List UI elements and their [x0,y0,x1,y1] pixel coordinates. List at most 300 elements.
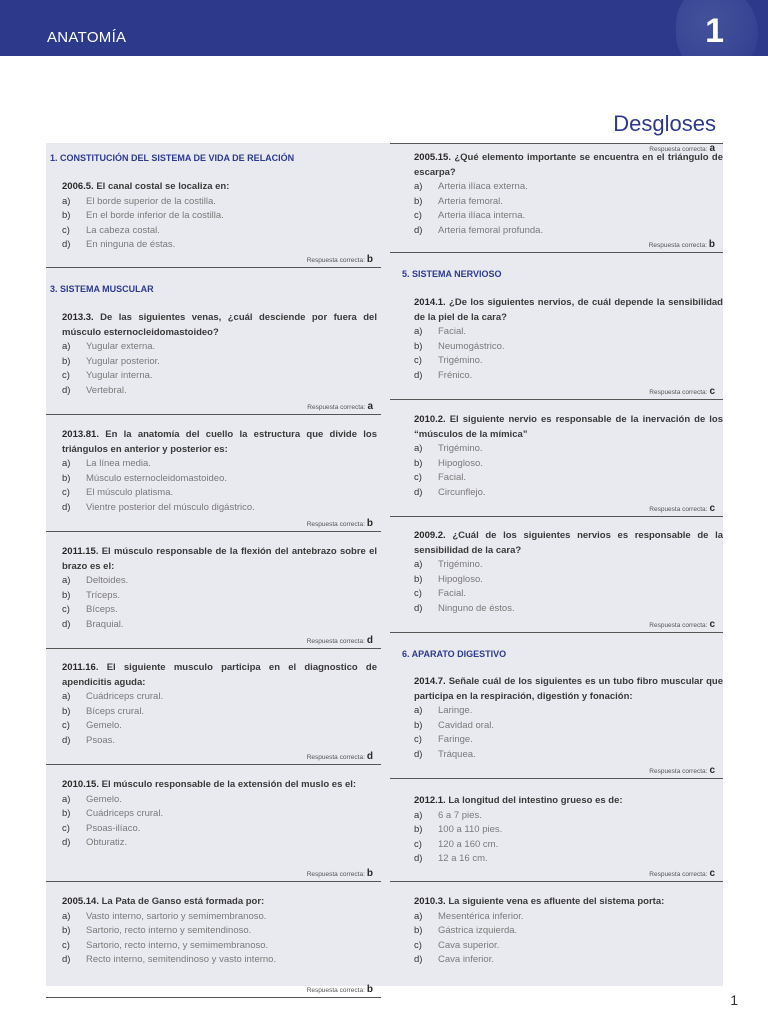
option-text: Arteria ilíaca externa. [438,181,528,192]
question-id: 2014.7. [414,676,446,687]
option-letter: b) [414,824,423,836]
option-letter: d) [414,369,423,381]
option-text: Laringe. [438,705,473,716]
option-letter: d) [62,501,71,513]
question-stem: . La Pata de Ganso está formada por: [96,896,265,907]
option-letter: a) [414,181,423,192]
answer-value: a [709,143,715,154]
option-text: Gemelo. [86,720,122,732]
answer-value: b [366,868,373,879]
question-divider [46,997,381,998]
option-text: Facial. [438,588,466,600]
option-letter: a) [62,691,71,702]
option-text: Obturatiz. [86,837,128,849]
answer-value: c [709,386,715,397]
option-text: Tráquea. [438,748,476,760]
option-letter: c) [62,822,70,834]
option-item [414,953,723,968]
option-item [62,603,377,618]
questions-panel [46,143,723,995]
option-item [62,340,377,355]
option-letter: d) [414,853,423,865]
question-stem: El canal costal se localiza en: [93,181,230,192]
options-list [414,910,723,968]
question-stem: . El siguiente musculo participa en el diagnostico de apendicitis aguda: [62,662,377,688]
option-letter: b) [62,705,71,717]
option-letter: a) [62,341,71,352]
option-item [62,224,377,239]
option-item [62,195,377,210]
option-letter: c) [414,355,422,367]
option-item [62,690,377,705]
question-stem: . ¿Qué elemento importante se encuentra en el triángulo de escarpa? [414,152,723,178]
question [62,778,377,851]
question-id: 2014.1. [414,297,446,308]
answer-label: Respuesta correcta: [649,768,708,775]
option-letter: c) [414,939,422,951]
answer-label: Respuesta correcta: [307,404,366,411]
question-stem: . En la anatomía del cuello la estructura que divide los triángulos en anterior y posterior es: [62,429,377,455]
question-id: 2006.5. [62,181,94,192]
options-list [414,809,723,867]
question [414,794,723,867]
option-letter: d) [62,384,71,396]
question-id: 2010.3. [414,896,446,907]
question [62,545,377,632]
option-letter: a) [62,195,71,207]
option-letter: c) [62,487,70,499]
option-letter: a) [414,809,423,821]
option-text: Hipogloso. [438,457,483,469]
options-list [62,195,377,253]
chapter-header [0,0,768,56]
option-letter: d) [414,748,423,760]
option-text: Neumogástrico. [438,340,505,352]
question [414,529,723,616]
option-text: Trigémino. [438,443,483,454]
option-text: Yugular externa. [86,341,156,352]
question-divider [390,516,723,517]
question-id: 2012.1. [414,795,446,806]
question-text [414,413,723,442]
option-letter: c) [62,939,70,951]
question [62,428,377,515]
option-text: Faringe. [438,734,473,746]
option-text: Trigémino. [438,559,483,570]
option-letter: a) [414,559,423,570]
option-letter: d) [62,837,71,849]
option-letter: b) [62,355,71,367]
option-letter: b) [414,925,423,937]
option-item [62,355,377,370]
option-text: Cava inferior. [438,954,494,966]
answer-value: c [709,868,715,879]
option-item [414,486,723,501]
option-item [62,719,377,734]
question-stem: La longitud del intestino grueso es de: [445,795,623,806]
question-text [414,675,723,704]
option-letter: b) [414,719,423,731]
option-letter: c) [62,370,70,382]
option-item [414,939,723,954]
question [62,895,377,968]
option-letter: a) [414,705,423,716]
question-id: 2013.81 [62,429,97,440]
option-item [414,587,723,602]
answer-label: Respuesta correcta: [306,638,365,645]
option-letter: d) [62,618,71,630]
correct-answer [307,635,373,646]
question [414,296,723,383]
option-item [62,734,377,749]
answer-value: b [366,254,373,265]
option-letter: d) [414,224,423,236]
correct-answer [649,239,715,250]
option-text: Cavidad oral. [438,719,494,731]
option-text: 12 a 16 cm. [438,853,488,865]
page-title: Desgloses [613,111,716,136]
section-heading: 6. APARATO DIGESTIVO [402,649,507,659]
option-letter: c) [414,588,422,600]
option-item [62,209,377,224]
option-item [62,807,377,822]
answer-label: Respuesta correcta: [649,871,708,878]
option-text: Ninguno de éstos. [438,602,515,614]
option-item [414,457,723,472]
options-list [62,910,377,968]
question-text [62,895,377,910]
question-divider [46,267,381,268]
question-divider [390,252,723,253]
option-item [62,924,377,939]
answer-label: Respuesta correcta: [648,242,707,249]
option-letter: d) [414,602,423,614]
option-text: Mesentérica inferior. [438,910,524,922]
option-text: Arteria ilíaca interna. [438,210,526,222]
option-item [62,836,377,851]
answer-value: c [709,765,715,776]
option-text: Recto interno, semitendinoso y vasto interno. [86,954,277,966]
question-stem: . El músculo responsable de la flexión del antebrazo sobre el brazo es el: [62,546,377,572]
option-text: Yugular interna. [86,370,153,382]
answer-value: d [366,751,373,762]
question [414,675,723,762]
option-item [62,822,377,837]
answer-label: Respuesta correcta: [306,754,365,761]
option-text: Frénico. [438,369,473,381]
option-text: En ninguna de éstas. [86,239,176,251]
option-item [414,838,723,853]
option-item [62,618,377,633]
question-id: 2010.2. [414,414,446,425]
option-letter: c) [414,210,422,222]
answer-label: Respuesta correcta: [649,622,708,629]
question-divider [46,881,381,882]
correct-answer [307,401,373,412]
option-letter: b) [62,472,71,484]
option-text: Vientre posterior del músculo digástrico. [86,501,255,513]
option-letter: c) [414,734,422,746]
option-text: El músculo platisma. [86,487,174,499]
correct-answer [307,868,373,879]
options-list [62,574,377,632]
option-text: 6 a 7 pies. [438,809,482,821]
answer-value: c [709,503,715,514]
option-item [414,340,723,355]
answer-label: Respuesta correcta: [649,506,708,513]
option-letter: d) [414,954,423,966]
option-letter: d) [62,239,71,251]
question-text [62,428,377,457]
question-text [414,296,723,325]
option-letter: a) [414,443,423,454]
option-letter: b) [62,808,71,820]
option-text: Facial. [438,472,466,484]
option-letter: b) [414,457,423,469]
question-divider [390,881,723,882]
option-item [414,369,723,384]
option-text: Vertebral. [86,384,127,396]
question-divider [390,399,723,400]
option-item [62,574,377,589]
option-item [414,471,723,486]
option-letter: c) [62,224,70,236]
question-text [414,895,723,910]
question-text [62,180,377,195]
option-item [62,501,377,516]
answer-label: Respuesta correcta: [306,871,365,878]
question-divider [390,632,723,633]
question-divider [46,648,381,649]
question-divider [46,414,381,415]
option-text: Arteria femoral profunda. [438,224,544,236]
answer-value: c [709,619,715,630]
answer-value: b [366,518,373,529]
option-item [414,224,723,239]
question-text [62,778,377,793]
question-divider [46,764,381,765]
option-text: Yugular posterior. [86,355,160,367]
answer-value: b [366,984,373,995]
option-item [62,793,377,808]
option-text: Bíceps. [86,604,118,616]
answer-label: Respuesta correcta: [649,146,708,153]
section-title: ANATOMÍA [47,29,127,46]
question-stem: De las siguientes venas, ¿cuál desciende por fuera del músculo esternocleidomastoideo? [62,312,377,338]
question-id: 2009.2. [414,530,446,541]
option-text: Gástrica izquierda. [438,925,518,937]
option-letter: d) [62,734,71,746]
question [414,895,723,968]
option-item [414,354,723,369]
question-stem: ¿De los siguientes nervios, de cuál depende la sensibilidad de la piel de la cara? [414,297,723,323]
options-list [414,558,723,616]
option-item [414,704,723,719]
question-stem: ¿Cuál de los siguientes nervios es responsable de la sensibilidad de la cara? [414,530,723,556]
section-heading: 1. CONSTITUCIÓN DEL SISTEMA DE VIDA DE RELACIÓN [50,153,295,163]
option-item [414,823,723,838]
question-text [414,151,723,180]
option-text: Tríceps. [86,589,120,601]
correct-answer [649,868,715,879]
question-id: 2005.15 [414,152,449,163]
option-item [414,733,723,748]
option-text: Hipogloso. [438,573,483,585]
options-list [414,325,723,383]
correct-answer [307,751,373,762]
correct-answer [307,518,373,529]
question-text [414,794,723,809]
option-letter: a) [414,910,423,922]
answer-label: Respuesta correcta: [306,521,365,528]
option-item [62,472,377,487]
option-letter: a) [62,910,71,922]
option-text: Trigémino. [438,355,483,367]
option-text: 100 a 110 pies. [438,824,503,836]
option-item [62,238,377,253]
correct-answer [307,984,373,995]
option-letter: a) [62,458,71,469]
question-stem: Señale cuál de los siguientes es un tubo fibro muscular que participa en la respiración, digestión y fonación: [414,676,723,702]
question-stem: El siguiente nervio es responsable de la inervación de los “músculos de la mímica” [414,414,723,440]
option-item [414,719,723,734]
question [62,180,377,253]
correct-answer [649,503,715,514]
options-list [414,180,723,238]
option-item [62,953,377,968]
option-text: En el borde inferior de la costilla. [86,210,224,222]
question [414,413,723,500]
option-item [414,809,723,824]
option-item [414,852,723,867]
answer-label: Respuesta correcta: [649,389,708,396]
option-item [414,558,723,573]
option-item [414,748,723,763]
option-text: Deltoides. [86,575,129,586]
option-letter: b) [414,195,423,207]
option-item [414,325,723,340]
question [62,661,377,748]
option-text: Gemelo. [86,793,122,805]
option-text: Cuádriceps crural. [86,808,164,820]
section-heading: 5. SISTEMA NERVIOSO [402,269,502,279]
question-text [414,529,723,558]
option-letter: b) [62,925,71,937]
option-item [414,573,723,588]
question-text [62,311,377,340]
question-id: 2011.15 [62,546,96,557]
page-number: 1 [730,992,738,1008]
option-text: Cava superior. [438,939,500,951]
question-id: 2005.14 [62,896,97,907]
option-item [62,486,377,501]
option-letter: b) [62,589,71,601]
section-heading: 3. SISTEMA MUSCULAR [50,284,154,294]
option-text: Braquial. [86,618,124,630]
options-list [414,704,723,762]
option-item [414,180,723,195]
option-letter: c) [62,604,70,616]
option-text: Psoas. [86,734,116,746]
option-text: Facial. [438,326,466,337]
option-item [62,705,377,720]
option-letter: d) [62,954,71,966]
correct-answer [649,386,715,397]
option-item [62,939,377,954]
option-letter: c) [414,838,422,850]
question-divider [390,143,723,144]
options-list [414,442,723,500]
option-text: Músculo esternocleidomastoideo. [86,472,227,484]
question-text [62,545,377,574]
correct-answer [307,254,373,265]
option-item [414,602,723,617]
question-divider [46,531,381,532]
correct-answer [649,619,715,630]
correct-answer [649,765,715,776]
option-letter: b) [414,340,423,352]
option-text: El borde superior de la costilla. [86,195,216,207]
option-text: Arteria femoral. [438,195,503,207]
option-text: La línea media. [86,458,151,469]
answer-value: a [367,401,373,412]
question-id: 2010.15 [62,779,97,790]
option-text: Bíceps crural. [86,705,145,717]
question-text [62,661,377,690]
option-item [62,910,377,925]
option-text: La cabeza costal. [86,224,160,236]
answer-label: Respuesta correcta: [306,987,365,994]
option-item [414,910,723,925]
question [414,151,723,238]
option-item [62,384,377,399]
option-letter: c) [62,720,70,732]
option-letter: a) [62,575,71,586]
option-letter: b) [414,573,423,585]
option-text: Sartorio, recto interno y semitendinoso. [86,925,252,937]
option-letter: b) [62,210,71,222]
option-item [414,442,723,457]
option-text: Vasto interno, sartorio y semimembranoso. [86,910,267,922]
correct-answer [649,143,715,154]
option-text: Circunflejo. [438,486,486,498]
question-id: 2013.3. [62,312,94,323]
options-list [62,690,377,748]
option-item [62,457,377,472]
chapter-number: 1 [705,12,724,50]
question [62,311,377,398]
answer-label: Respuesta correcta: [306,257,365,264]
option-item [414,924,723,939]
option-text: Cuádriceps crural. [86,691,164,702]
question-divider [390,778,723,779]
option-item [62,589,377,604]
question-stem: . El músculo responsable de la extensión del muslo es el: [96,779,357,790]
option-text: 120 a 160 cm. [438,838,499,850]
answer-value: d [366,635,373,646]
option-letter: a) [62,793,71,805]
option-letter: d) [414,486,423,498]
options-list [62,340,377,398]
option-text: Sartorio, recto interno, y semimembranoso. [86,939,269,951]
option-text: Psoas-ilíaco. [86,822,141,834]
option-letter: c) [414,472,422,484]
option-item [414,195,723,210]
question-id: 2011.16 [62,662,96,673]
option-letter: a) [414,326,423,337]
options-list [62,457,377,515]
question-stem: La siguiente vena es afluente del sistema porta: [445,896,665,907]
